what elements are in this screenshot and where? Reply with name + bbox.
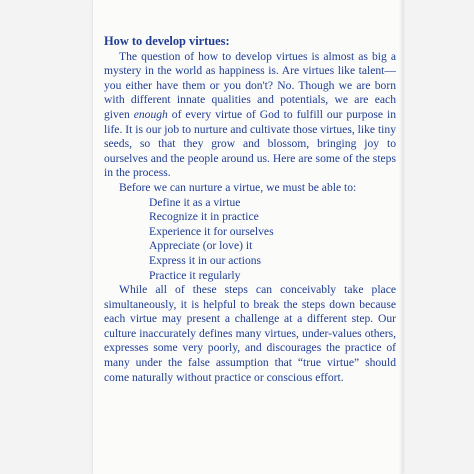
step-item: Experience it for ourselves [149, 224, 274, 238]
page-text [104, 34, 396, 385]
step-item: Define it as a virtue [149, 195, 241, 209]
step-item: Appreciate (or love) it [149, 239, 253, 253]
section-heading: How to develop virtues: [104, 34, 230, 48]
step-item: Express it in our actions [149, 253, 262, 267]
book-page [93, 0, 403, 474]
step-item: Practice it regularly [149, 268, 241, 282]
emphasis-enough: enough [133, 107, 168, 121]
page-edge-shadow [399, 0, 403, 474]
paragraph-intro: The question of how to develop virtues is almost as big a mystery in the world as happiness is. Are virtues like talent—you either have them or you don't? No. Though we are born with different innate qualities and potentials, we are each given enough of every virtue of God to fulfill our purpose in life. It is our job to nurture and cultivate those virtues, like tiny seeds, so that they grow and blossom, bringing joy to ourselves and the people around us. Here are some of the steps in the process. [104, 49, 397, 180]
step-item: Recognize it in practice [149, 210, 259, 224]
paragraph-steps-lead: Before we can nurture a virtue, we must be able to: [119, 180, 357, 194]
paragraph-conclusion: While all of these steps can conceivably take place simultaneously, it is helpful to break the steps down because each virtue may present a challenge at a different step. Our culture inaccurately defines many virtues, under-values others, expresses some very poorly, and discourages the practice of many under the false assumption that “true virtue” should come naturally without practice or conscious effort. [104, 283, 396, 384]
steps-list [104, 196, 396, 284]
